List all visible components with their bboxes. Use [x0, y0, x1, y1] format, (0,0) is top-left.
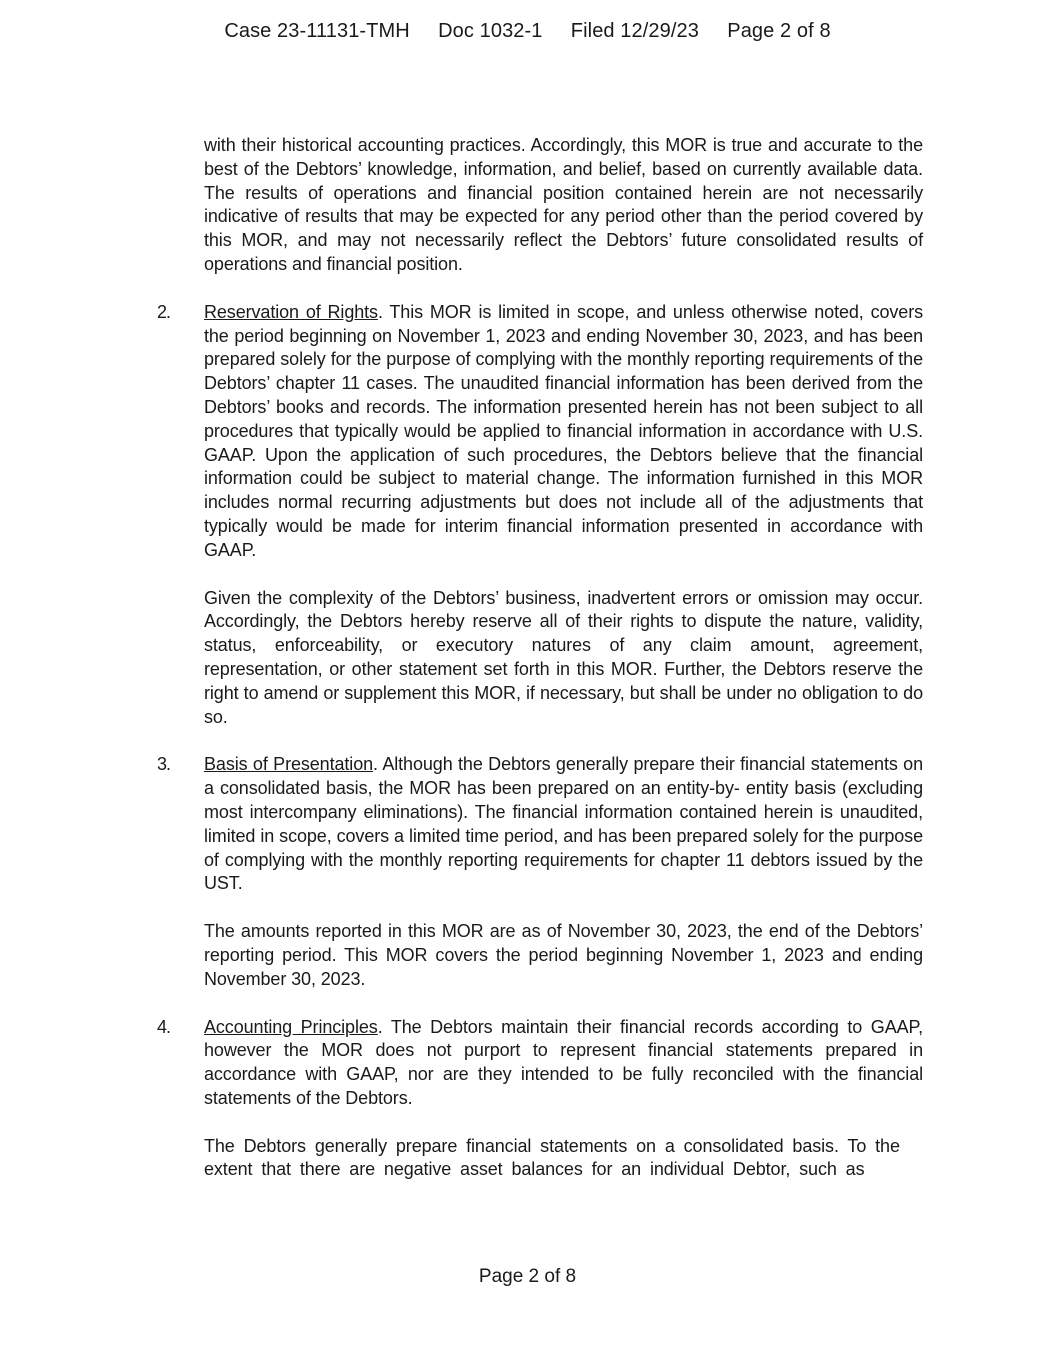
- basis-followup-paragraph: The amounts reported in this MOR are as of November 30, 2023, the end of the Debtors’ reporting period. This MOR covers the period beginning November 1, 2023 and ending November 30, 2023.: [204, 921, 923, 989]
- accounting-followup-paragraph: The Debtors generally prepare financial statements on a consolidated basis. To the extent that there are negative asset balances for an individual Debtor, such as: [204, 1135, 900, 1180]
- header-page-number: Page 2 of 8: [727, 20, 831, 42]
- section-heading: Reservation of Rights: [204, 301, 378, 322]
- case-number: Case 23-11131-TMH: [224, 20, 410, 42]
- section-text: . The Debtors maintain their financial records according to GAAP, however the MOR does not purport to represent financial statements prepared in accordance with GAAP, nor are they intended to be fully reconciled with the financial statements of the Debtors.: [204, 1016, 923, 1108]
- page-footer: Page 2 of 8: [478, 1266, 577, 1287]
- reservation-followup-paragraph: Given the complexity of the Debtors’ business, inadvertent errors or omission may occur. Accordingly, the Debtors hereby reserve all of their rights to dispute the nature, validity, status, enforceability, or executory natures of any claim amount, agreement, representation, or other statement set forth in this MOR. Further, the Debtors reserve the right to amend or supplement this MOR, if necessary, but shall be under no obligation to do so.: [204, 587, 923, 727]
- section-number: 3.: [157, 754, 171, 775]
- section-basis-of-presentation: [157, 753, 923, 896]
- section-number: 4.: [157, 1016, 171, 1037]
- section-heading: Accounting Principles: [204, 1016, 378, 1037]
- continuation-paragraph: with their historical accounting practices. Accordingly, this MOR is true and accurate to the best of the Debtors’ knowledge, information, and belief, based on currently available data. The results of operations and financial position contained herein are not necessarily indicative of results that may be expected for any period other than the period covered by this MOR, and may not necessarily reflect the Debtors’ future consolidated results of operations and financial position.: [204, 135, 923, 274]
- filed-date: Filed 12/29/23: [570, 20, 699, 42]
- section-heading: Basis of Presentation: [204, 754, 374, 775]
- section-reservation-of-rights: [157, 301, 923, 563]
- section-accounting-principles: [157, 1016, 923, 1111]
- section-text: . Although the Debtors generally prepare their financial statements on a consolidated basis, the MOR has been prepared on an entity-by- entity basis (excluding most intercompany eliminations). The financial information contained herein is unaudited, limited in scope, covers a limited time period, and has been prepared solely for the purpose of complying with the monthly reporting requirements for chapter 11 debtors issued by the UST.: [204, 754, 923, 894]
- section-number: 2.: [157, 301, 171, 322]
- document-body: [0, 134, 1055, 1182]
- section-text: . This MOR is limited in scope, and unless otherwise noted, covers the period beginning on November 1, 2023 and ending November 30, 2023, and has been prepared solely for the purpose of complying with the monthly reporting requirements of the Debtors’ chapter 11 cases. The unaudited financial information has been derived from the Debtors’ books and records. The information presented herein has not been subject to all procedures that typically would be applied to financial information in accordance with U.S. GAAP. Upon the application of such procedures, the Debtors believe that the financial information could be subject to material change. The information furnished in this MOR includes normal recurring adjustments but does not include all of the adjustments that typically would be made for interim financial information presented in accordance with GAAP.: [204, 301, 923, 560]
- doc-number: Doc 1032-1: [438, 20, 543, 42]
- case-header: [0, 20, 1055, 43]
